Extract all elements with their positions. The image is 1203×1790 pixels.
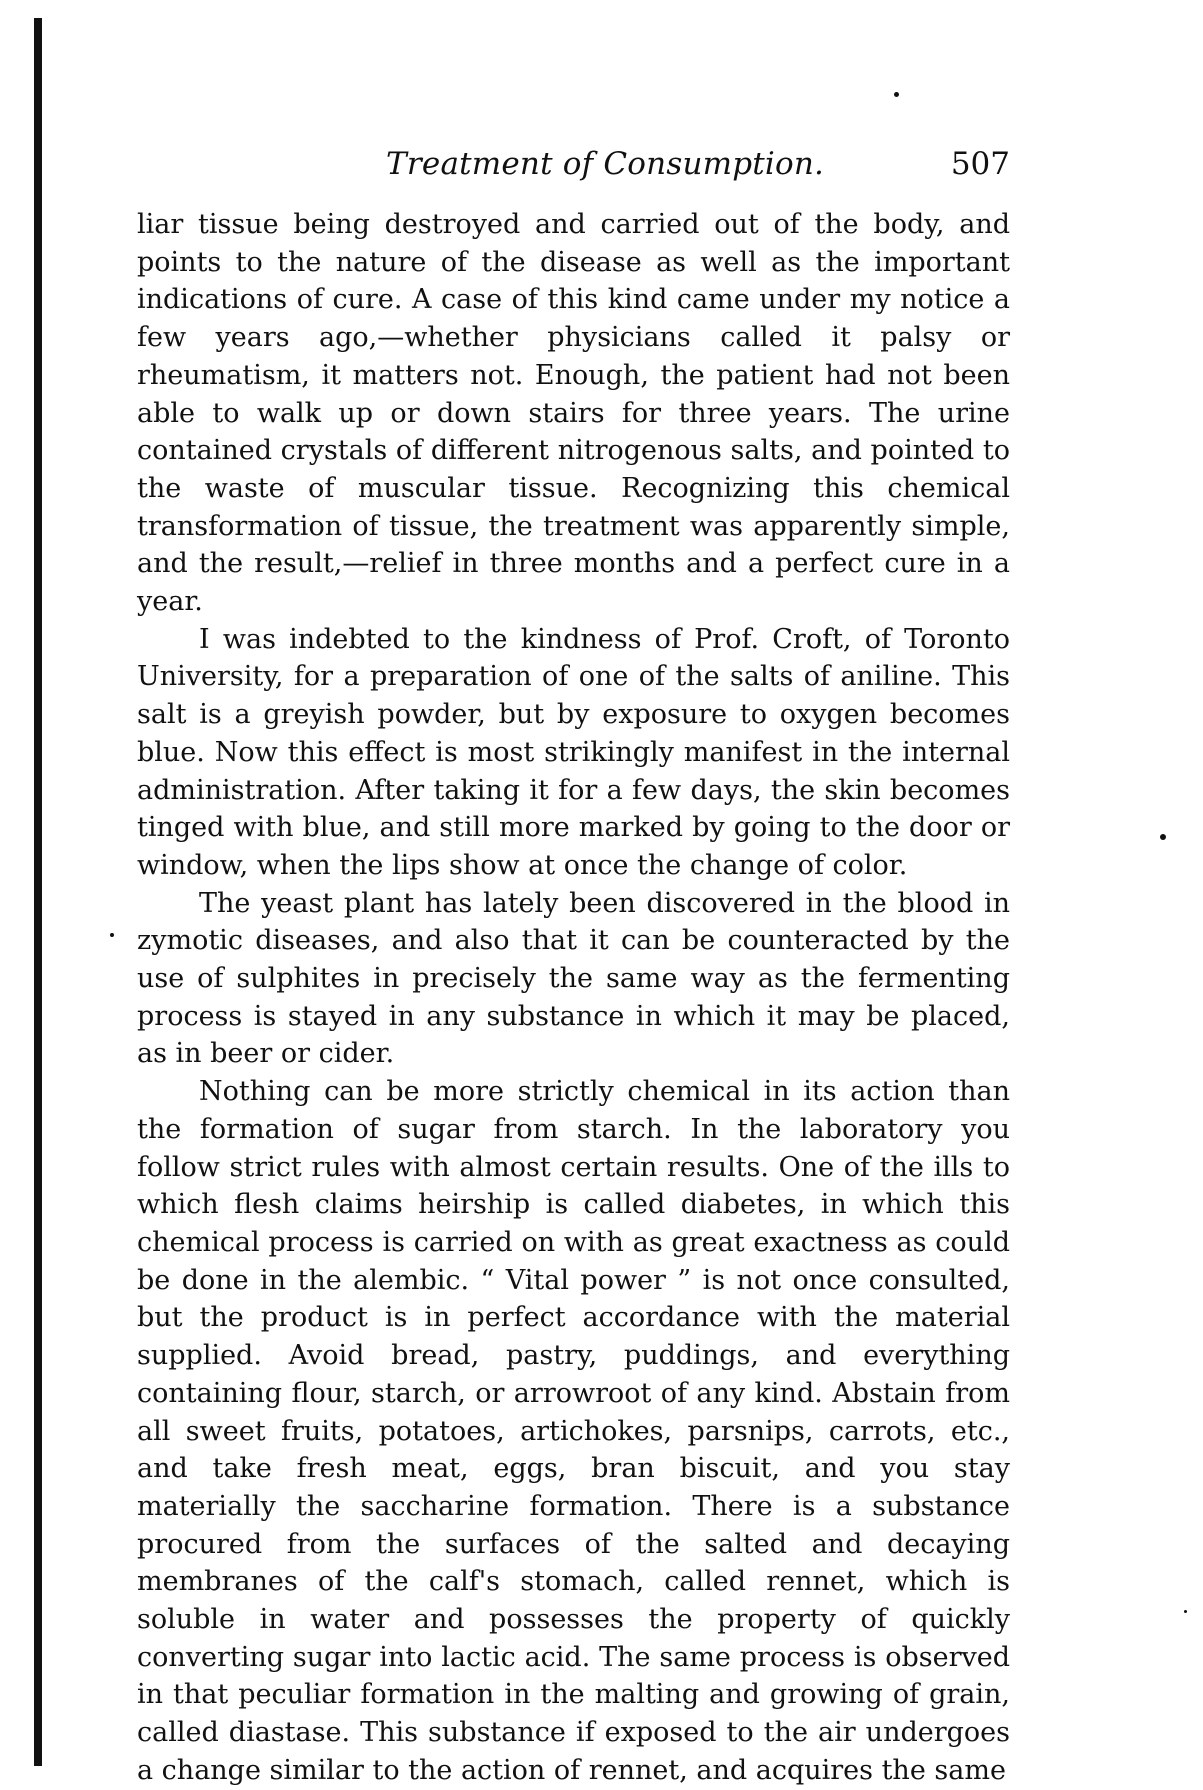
- paragraph-aniline: I was indebted to the kindness of Prof. Croft, of Toronto University, for a preparation of one of the salts of aniline. This salt is a greyish powder, but by exposure to oxygen becomes blue. Now this effect is most strikingly manifest in the internal administration. After taking it for a few days, the skin becomes tinged with blue, and still more marked by going to the door or window, when the lips show at once the change of color.: [137, 623, 1010, 881]
- speck-mark: [1160, 834, 1166, 840]
- page-header: [137, 146, 1010, 188]
- paragraph-continued: liar tissue being destroyed and carried out of the body, and points to the nature of the disease as well as the important indications of cure. A case of this kind came under my notice a few years ago,—whether physicians called it palsy or rheumatism, it matters not. Enough, the patient had not been able to walk up or down stairs for three years. The urine contained crystals of different nitrogenous salts, and pointed to the waste of muscular tissue. Recognizing this chemical transformation of tissue, the treatment was apparently simple, and the result,—relief in three months and a perfect cure in a year.: [137, 209, 1010, 618]
- speck-mark: [894, 92, 899, 97]
- page-number: 507: [950, 146, 1010, 182]
- binding-edge: [34, 18, 42, 1766]
- page-body: [137, 206, 1010, 1790]
- running-title: Treatment of Consumption.: [386, 146, 825, 182]
- paragraph-sugar: Nothing can be more strictly chemical in its action than the formation of sugar from starch. In the laboratory you follow strict rules with almost certain results. One of the ills to which flesh claims heirship is called diabetes, in which this chemical process is carried on with as great exactness as could be done in the alembic. “ Vital power ” is not once consulted, but the product is in perfect accordance with the material supplied. Avoid bread, pastry, puddings, and everything containing flour, starch, or arrowroot of any kind. Abstain from all sweet fruits, potatoes, artichokes, parsnips, carrots, etc., and take fresh meat, eggs, bran biscuit, and you stay materially the saccharine formation. There is a substance procured from the surfaces of the salted and decaying membranes of the calf's stomach, called rennet, which is soluble in water and possesses the property of quickly converting sugar into lactic acid. The same process is observed in that peculiar formation in the malting and growing of grain, called diastase. This substance if exposed to the air undergoes a change similar to the action of rennet, and acquires the same: [137, 1076, 1010, 1786]
- paragraph-yeast: The yeast plant has lately been discovered in the blood in zymotic diseases, and also that it can be counteracted by the use of sulphites in precisely the same way as the fermenting process is stayed in any substance in which it may be placed, as in beer or cider.: [137, 887, 1010, 1070]
- speck-mark: [110, 933, 114, 937]
- speck-mark: [1184, 1610, 1187, 1613]
